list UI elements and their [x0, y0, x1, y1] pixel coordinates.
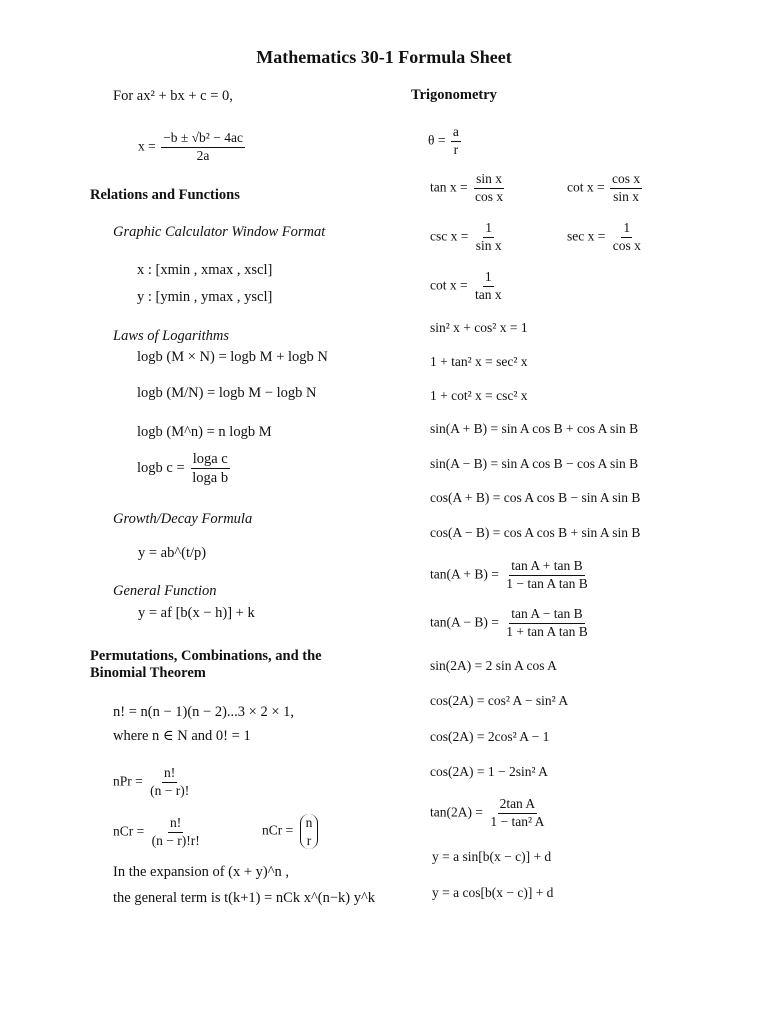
cos-sum-identity: cos(A + B) = cos A cos B − sin A sin B: [430, 490, 641, 505]
pythagorean-identity-1: sin² x + cos² x = 1: [430, 320, 528, 335]
quadratic-intro: For ax² + bx + c = 0,: [113, 88, 233, 104]
log-power-rule: logb (M^n) = n logb M: [137, 424, 272, 440]
factorial-definition: n! = n(n − 1)(n − 2)...3 × 2 × 1,: [113, 704, 295, 720]
relations-heading: Relations and Functions: [90, 187, 240, 203]
permutation-formula: nPr = $\frac{n!}{(n - r)!}$: [113, 765, 190, 798]
cos-difference-identity: cos(A − B) = cos A cos B + sin A sin B: [430, 525, 641, 540]
trigonometry-heading: Trigonometry: [411, 87, 497, 103]
log-quotient-rule: logb (M/N) = logb M − logb N: [137, 385, 317, 401]
growth-decay-heading: Growth/Decay Formula: [113, 511, 253, 527]
page-title: Mathematics 30-1 Formula Sheet: [256, 47, 512, 67]
window-y-range: y : [ymin , ymax , yscl]: [137, 289, 273, 305]
cos-double-angle-1: cos(2A) = cos² A − sin² A: [430, 693, 569, 708]
tan-identity: tan x = $\frac{\text{sin x}}{\text{cos x}}$: [430, 171, 504, 204]
pythagorean-identity-3: 1 + cot² x = csc² x: [430, 388, 528, 403]
sec-identity: sec x = $\frac{1}{\text{cos x}}$: [567, 220, 641, 253]
combination-binomial-notation: nCr = n r: [262, 814, 318, 849]
window-x-range: x : [xmin , xmax , xscl]: [137, 262, 273, 278]
growth-decay-formula: y = ab^(t/p): [138, 545, 207, 561]
cosine-transformation: y = a cos[b(x − c)] + d: [432, 885, 554, 900]
quadratic-formula: x = $\frac{\text{−b ± √b² − 4ac}}{2a}$: [138, 130, 243, 163]
sine-transformation: y = a sin[b(x − c)] + d: [432, 849, 552, 864]
cos-double-angle-2: cos(2A) = 2cos² A − 1: [430, 729, 550, 744]
tan-sum-identity: tan(A + B) = $\frac{\text{tan A + tan B}}{\text{1 − tan A tan B}}$: [430, 558, 588, 591]
log-change-of-base: logb c = $\frac{\text{loga c}}{\text{loga b}}$: [137, 451, 229, 487]
sin-double-angle: sin(2A) = 2 sin A cos A: [430, 658, 557, 673]
logarithms-heading: Laws of Logarithms: [113, 328, 230, 344]
factorial-where: where n ∈ N and 0! = 1: [113, 728, 251, 744]
cot-reciprocal-identity: cot x = $\frac{1}{\text{tan x}}$: [430, 269, 502, 302]
csc-identity: csc x = $\frac{1}{\text{sin x}}$: [430, 220, 502, 253]
quadratic-denominator: 2a: [196, 147, 210, 163]
cos-double-angle-3: cos(2A) = 1 − 2sin² A: [430, 764, 548, 779]
radian-formula: θ = $\frac{a}{r}$: [428, 124, 459, 157]
binomial-coefficient: n r: [300, 814, 319, 849]
quadratic-numerator: −b ± √b² − 4ac: [161, 130, 245, 148]
binomial-general-term: the general term is t(k+1) = nCk x^(n−k) y^k: [113, 890, 376, 906]
sin-sum-identity: sin(A + B) = sin A cos B + cos A sin B: [430, 421, 639, 436]
permutations-heading: Permutations, Combinations, and the Binomial Theorem: [90, 648, 322, 681]
tan-difference-identity: tan(A − B) = $\frac{\text{tan A − tan B}}{\text{1 + tan A tan B}}$: [430, 606, 588, 639]
general-function-heading: General Function: [113, 583, 217, 599]
general-function-formula: y = af [b(x − h)] + k: [138, 605, 255, 621]
cot-quotient-identity: cot x = $\frac{\text{cos x}}{\text{sin x}}$: [567, 171, 641, 204]
tan-double-angle: tan(2A) = $\frac{\text{2tan A}}{\text{1 − tan² A}}$: [430, 796, 545, 829]
combination-formula: nCr = $\frac{n!}{(n - r)!r!}$: [113, 815, 200, 848]
pythagorean-identity-2: 1 + tan² x = sec² x: [430, 354, 528, 369]
window-format-heading: Graphic Calculator Window Format: [113, 224, 326, 240]
quadratic-equation: ax² + bx + c = 0,: [136, 88, 233, 104]
sin-difference-identity: sin(A − B) = sin A cos B − cos A sin B: [430, 456, 639, 471]
log-product-rule: logb (M × N) = logb M + logb N: [137, 349, 328, 365]
binomial-expansion-line: In the expansion of (x + y)^n ,: [113, 864, 290, 880]
